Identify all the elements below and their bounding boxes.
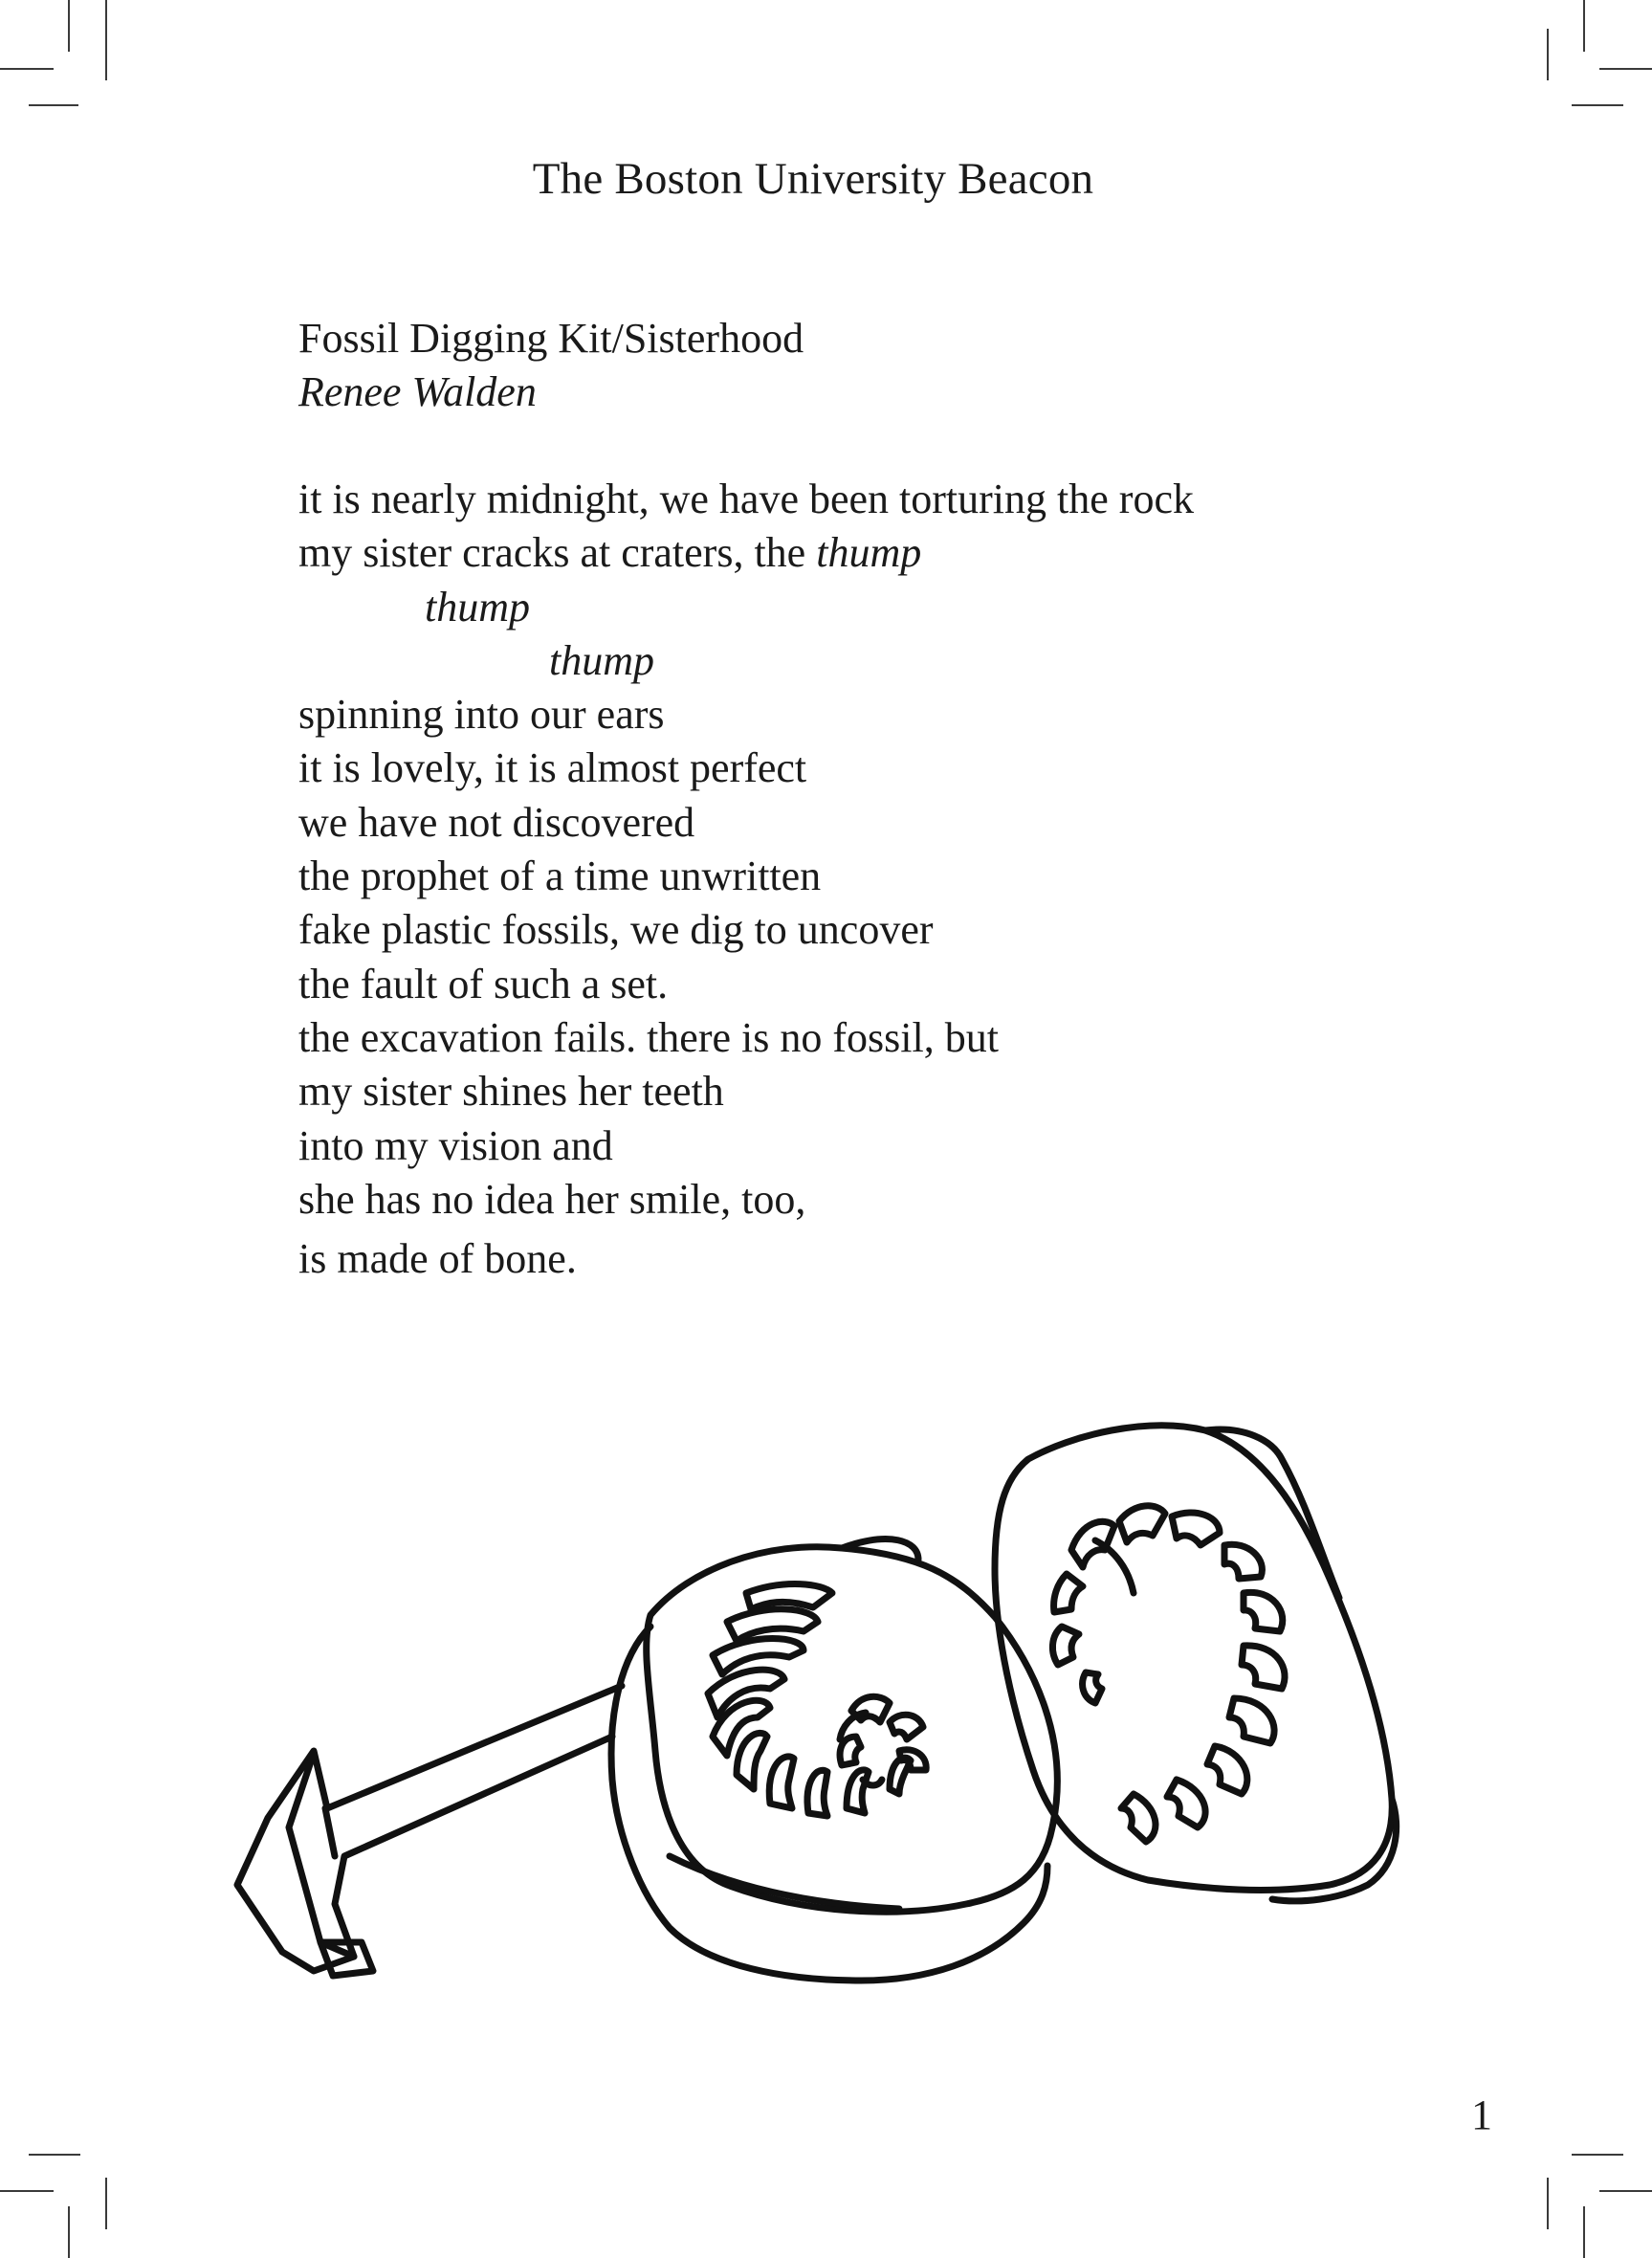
poem-line: it is nearly midnight, we have been torturing the rock	[298, 476, 1194, 522]
poem-line: my sister shines her teeth	[298, 1068, 724, 1116]
poem-line: fake plastic fossils, we dig to uncover	[298, 906, 934, 954]
poem-line: thump	[425, 583, 530, 631]
poem-line: thump	[549, 636, 654, 684]
crop-mark	[1547, 2178, 1549, 2229]
poem	[298, 312, 1446, 1286]
crop-mark	[105, 0, 107, 80]
poem-body	[298, 473, 1446, 1286]
crop-mark	[0, 2190, 54, 2192]
crop-mark	[68, 0, 70, 52]
crop-mark	[1547, 29, 1549, 80]
crop-mark	[1572, 2154, 1623, 2156]
poem-line-text: my sister cracks at craters, the	[298, 529, 817, 577]
left-fossil-rock-icon	[611, 1539, 1057, 1981]
crop-mark	[0, 68, 54, 70]
crop-mark	[68, 2206, 70, 2258]
crop-mark	[105, 2178, 107, 2229]
crop-mark	[1583, 0, 1585, 52]
poem-line: the prophet of a time unwritten	[298, 852, 822, 900]
poem-line: is made of bone.	[298, 1235, 577, 1283]
poem-line: into my vision and	[298, 1121, 613, 1169]
hammer-icon	[237, 1686, 622, 1976]
poem-line: we have not discovered	[298, 798, 695, 846]
crop-mark	[29, 2154, 80, 2156]
poem-line	[298, 526, 1446, 580]
poem-line: the excavation fails. there is no fossil, but	[298, 1013, 999, 1061]
crop-mark	[29, 104, 78, 106]
poem-line-emphasis: thump	[816, 529, 922, 577]
poem-line: spinning into our ears	[298, 691, 665, 739]
crop-mark	[1599, 68, 1652, 70]
poem-author: Renee Walden	[298, 368, 537, 415]
poem-title: Fossil Digging Kit/Sisterhood	[298, 315, 804, 362]
poem-line: it is lovely, it is almost perfect	[298, 744, 807, 792]
hammer-and-fossil-illustration	[230, 1406, 1521, 2048]
poem-line: the fault of such a set.	[298, 960, 669, 1007]
crop-mark	[1572, 104, 1623, 106]
crop-mark	[1599, 2190, 1652, 2192]
poem-line: she has no idea her smile, too,	[298, 1175, 806, 1223]
crop-mark	[1583, 2206, 1585, 2258]
running-head: The Boston University Beacon	[532, 154, 1094, 204]
page-number: 1	[1471, 2092, 1492, 2138]
